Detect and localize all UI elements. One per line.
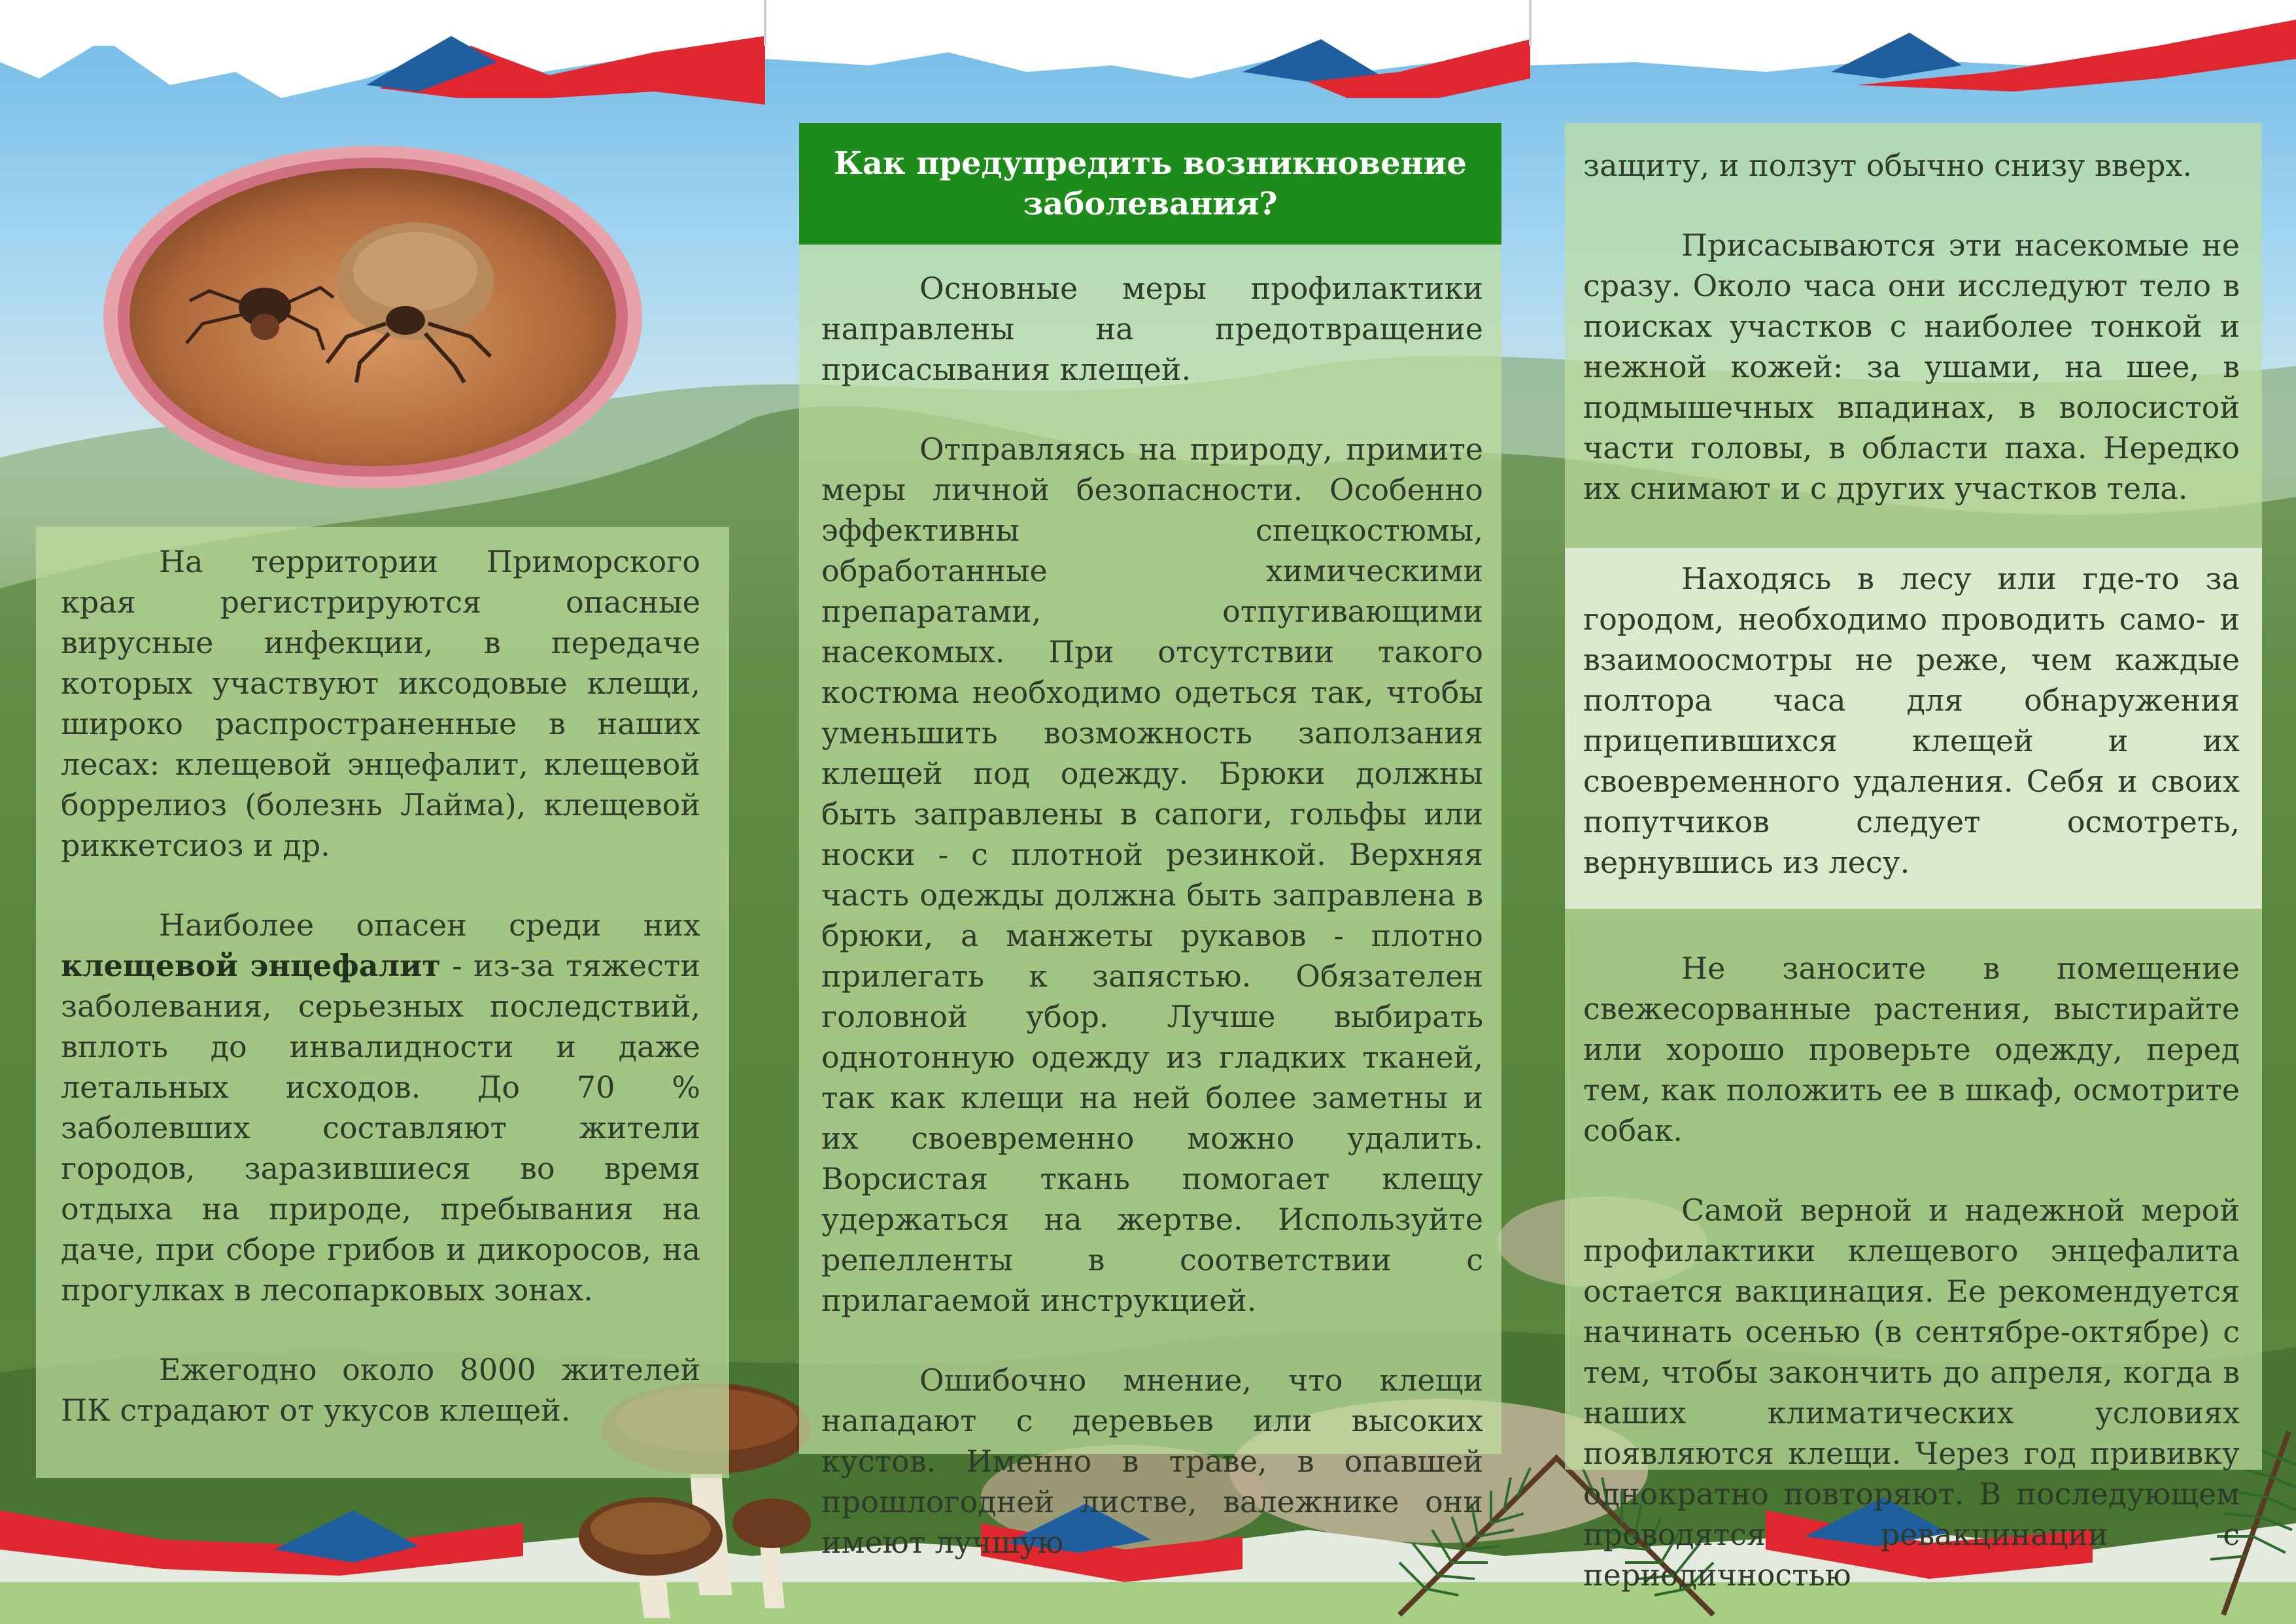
- right-paragraph-2: Не заносите в помещение свежесорванные растения, выстирайте или хорошо проверьте одежду, перед тем, как положить ее в шкаф, осмотрите собак.: [1583, 951, 2240, 1148]
- right-text-panel: [1565, 123, 2262, 1593]
- left-paragraph-2-start: Наиболее опасен среди них: [159, 907, 700, 943]
- highlight-box: [1565, 548, 2262, 909]
- left-text-panel: [36, 527, 729, 1478]
- left-paragraph-3: Ежегодно около 8000 жителей ПК страдают от укусов клещей.: [61, 1352, 700, 1428]
- left-paragraph-1: На территории Приморского края регистрируются опасные вирусные инфекции, в передаче которых участвуют иксодовые клещи, широко распространенные в наших лесах: клещевой энцефалит, клещевой боррелиоз (болезнь Лайма), клещевой риккетсиоз и др.: [61, 544, 700, 863]
- left-paragraph-2-bold: клещевой энцефалит: [61, 948, 441, 983]
- ticks-photo: [98, 141, 647, 494]
- right-paragraph-1: Присасываются эти насекомые не сразу. Около часа они исследуют тело в поисках участков с наиболее тонкой и нежной кожей: за ушами, на шее, в подмышечных впадинах, в волосистой части головы, в области паха. Нередко их снимают и с других участков тела.: [1583, 228, 2240, 506]
- top-flag-waves: [0, 0, 2296, 124]
- middle-paragraph-1: Основные меры профилактики направлены на предотвращение присасывания клещей.: [821, 271, 1483, 387]
- right-paragraph-3: Самой верной и надежной мерой профилактики клещевого энцефалита остается вакцинация. Ее рекомендуется начинать осенью (в сентябре-октябре) с тем, чтобы закончить до апреля, когда в наших климатических условиях появляются клещи. Через год прививку однократно повторяют. В последующем проводятся ревакцинации с периодичностью: [1583, 1193, 2240, 1593]
- left-paragraph-2-end: - из-за тяжести заболевания, серьезных последствий, вплоть до инвалидности и даже летальных исходов. До 70 % заболевших составляют жители городов, заразившиеся во время отдыха на природе, пребывания на даче, при сборе грибов и дикоросов, на прогулках в лесопарковых зонах.: [61, 948, 700, 1308]
- section-heading: Как предупредить возникновение заболевания?: [799, 123, 1501, 245]
- middle-paragraph-3: Ошибочно мнение, что клещи нападают с деревьев или высоких кустов. Именно в траве, в опавшей прошлогодней листве, валежнике они имеют лучшую: [821, 1362, 1483, 1560]
- highlight-paragraph: Находясь в лесу или где-то за городом, необходимо проводить само- и взаимоосмотры не реже, чем каждые полтора часа для обнаружения прицепившихся клещей и их своевременного удаления. Себя и своих попутчиков следует осмотреть, вернувшись из лесу.: [1583, 561, 2240, 880]
- middle-paragraph-2: Отправляясь на природу, примите меры личной безопасности. Особенно эффективны спецкостюмы, обработанные химическими препаратами, отпугивающими насекомых. При отсутствии такого костюма необходимо одеться так, чтобы уменьшить возможность заползания клещей под одежду. Брюки должны быть заправлены в сапоги, гольфы или носки - с плотной резинкой. Верхняя часть одежды должна быть заправлена в брюки, а манжеты рукавов - плотно прилегать к запястью. Обязателен головной убор. Лучше выбирать однотонную одежду из гладких тканей, так как клещи на ней более заметны и их своевременно можно удалить. Ворсистая ткань помогает клещу удержаться на жертве. Используйте репелленты в соответствии с прилагаемой инструкцией.: [821, 431, 1483, 1318]
- right-continuation: защиту, и ползут обычно снизу вверх.: [1583, 148, 2193, 183]
- left-paragraph-2: [61, 905, 700, 1310]
- middle-text-panel: [799, 245, 1501, 1560]
